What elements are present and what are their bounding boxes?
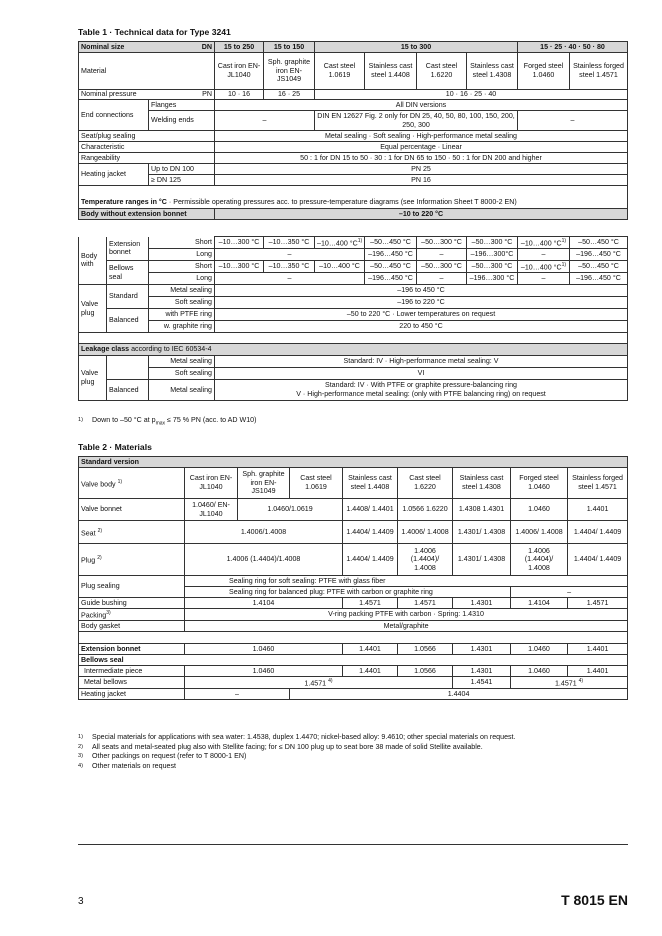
spacer <box>79 186 628 197</box>
long-label: Long <box>149 249 215 261</box>
footnote-text: Other materials on request <box>92 761 176 770</box>
gb-cell: 1.4301 <box>453 598 511 609</box>
temp-cell <box>518 237 570 249</box>
temp-heading-title: Temperature ranges in °C <box>81 197 167 206</box>
footnote-number: 4) <box>78 762 83 769</box>
material-cell: Cast steel 1.0619 <box>315 53 365 90</box>
seat-cell: 1.4006/ 1.4008 <box>398 521 453 544</box>
plug-sealing-soft: Sealing ring for soft sealing: PTFE with glass fiber <box>185 576 628 587</box>
welding-dash: – <box>518 111 628 131</box>
plug-cell: 1.4006 (1.4404)/ 1.4008 <box>511 544 568 576</box>
rangeability-label: Rangeability <box>79 153 215 164</box>
pn-label: PN <box>149 90 215 100</box>
hj-row-value: PN 25 <box>215 164 628 175</box>
material-cell: Forged steel 1.0460 <box>518 53 570 90</box>
temp-cell: –10…350 °C <box>264 261 315 273</box>
plug-cell: 1.4006 (1.4404)/1.4008 <box>185 544 343 576</box>
footnote-mark: 1) <box>357 238 363 245</box>
footnote-text: Special materials for applications with sea water: 1.4538, duplex 1.4470; nickel-based alloy: 9.4610; other special materials on request. <box>92 733 516 741</box>
page-number: 3 <box>78 896 84 907</box>
spacer <box>79 631 628 643</box>
footnote-mark: 4) <box>578 677 584 684</box>
packing-text: Packing <box>81 611 107 620</box>
pn-value: 10 · 16 <box>215 90 264 100</box>
temp-cell: –50…300 °C <box>467 261 518 273</box>
size-col-4: 15 · 25 · 40 · 50 · 80 <box>518 42 628 53</box>
footnote-mark: 2) <box>97 555 102 562</box>
temp-cell: –196…300°C <box>467 249 518 261</box>
metal-bellows-label: Metal bellows <box>79 676 185 688</box>
temp-cell: – <box>518 249 570 261</box>
body-wo-value: –10 to 220 °C <box>215 209 628 220</box>
bonnet-cell: 1.0460/ EN-JL1040 <box>185 499 238 521</box>
temp-cell: –50…450 °C <box>570 237 628 249</box>
body-cell: Cast iron EN-JL1040 <box>185 468 238 499</box>
body-cell: Stainless cast steel 1.4308 <box>453 468 511 499</box>
footnote-line <box>78 752 516 762</box>
int-cell: 1.4301 <box>453 665 511 676</box>
plug-text: Plug <box>81 556 96 565</box>
packing-label <box>79 609 185 621</box>
with-ptfe-label: with PTFE ring <box>149 309 215 321</box>
temp-cell: –196…450 °C <box>570 273 628 285</box>
seat-cell: 1.4404/ 1.4409 <box>568 521 628 544</box>
body-cell: Stainless cast steel 1.4408 <box>343 468 398 499</box>
plug-cell: 1.4301/ 1.4308 <box>453 544 511 576</box>
leak-balanced-value <box>215 380 628 401</box>
spacer <box>79 333 628 344</box>
standard-version-heading: Standard version <box>79 457 628 468</box>
temp-cell: –50…300 °C <box>417 237 467 249</box>
soft-sealing-label: Soft sealing <box>149 297 215 309</box>
bonnet-cell: 1.0460/1.0619 <box>238 499 343 521</box>
metal-sealing-label: Metal sealing <box>149 356 215 368</box>
table2-title: Table 2 · Materials <box>78 442 152 452</box>
body-cell: Forged steel 1.0460 <box>511 468 568 499</box>
leak-standard-gap <box>107 356 149 380</box>
body-gasket-label: Body gasket <box>79 620 185 631</box>
material-cell: Sph. graphite iron EN-JS1049 <box>264 53 315 90</box>
temp-cell: –196…450 °C <box>365 273 417 285</box>
leak-valve-plug-label: Valve plug <box>79 356 107 401</box>
table1-temps <box>78 236 628 401</box>
footnote-number: 1) <box>78 417 83 423</box>
welding-ends-label: Welding ends <box>149 111 215 131</box>
table1-footnote <box>78 416 256 429</box>
plug-label <box>79 544 185 576</box>
footnote-line <box>78 733 516 743</box>
footnote-mark: 1) <box>561 238 567 245</box>
rangeability-value: 50 : 1 for DN 15 to 50 · 30 : 1 for DN 65 to 150 · 50 : 1 for DN 200 and higher <box>215 153 628 164</box>
leakage-heading <box>79 344 628 356</box>
bellows-seal-label: Bellows seal <box>107 261 149 285</box>
ext-cell: 1.0566 <box>398 643 453 654</box>
bellows-seal-label: Bellows seal <box>79 654 628 665</box>
metal-sealing-label: Metal sealing <box>149 380 215 401</box>
temp-cell: –50…450 °C <box>365 237 417 249</box>
leak-soft-value: VI <box>215 368 628 380</box>
int-cell: 1.0460 <box>185 665 343 676</box>
leak-metal-value: Standard: IV · High-performance metal sealing: V <box>215 356 628 368</box>
plug-sealing-dash: – <box>511 587 628 598</box>
temp-cell: –196…450 °C <box>365 249 417 261</box>
bonnet-cell: 1.0566 1.6220 <box>398 499 453 521</box>
valve-bonnet-label: Valve bonnet <box>79 499 185 521</box>
plug-sealing-label: Plug sealing <box>79 576 185 598</box>
seat-plug-value: Metal sealing · Soft sealing · High-performance metal sealing <box>215 131 628 142</box>
short-label: Short <box>149 237 215 249</box>
body-cell: Cast steel 1.0619 <box>290 468 343 499</box>
vp-value: –50 to 220 °C · Lower temperatures on request <box>215 309 628 321</box>
temp-value: –10…400 °C <box>317 239 358 248</box>
table1-title: Table 1 · Technical data for Type 3241 <box>78 27 231 37</box>
footnote-sub: max <box>155 420 166 427</box>
ext-bonnet-label: Extension bonnet <box>79 643 185 654</box>
temp-cell <box>518 261 570 273</box>
temp-cell: – <box>215 273 365 285</box>
ext-bonnet-label: Extension bonnet <box>107 237 149 261</box>
flanges-label: Flanges <box>149 100 215 111</box>
valve-plug-label: Valve plug <box>79 285 107 333</box>
footnote-line <box>78 743 516 753</box>
temp-cell: –196…300 °C <box>467 273 518 285</box>
footnote-mark: 1) <box>561 262 567 269</box>
ext-cell: 1.4401 <box>568 643 628 654</box>
table2-footnotes <box>78 733 516 771</box>
mb-value: 1.4571 <box>554 679 577 688</box>
footnote-text-rest: ≤ 75 % PN (acc. to AD W10) <box>167 416 257 424</box>
seat-cell: 1.4404/ 1.4409 <box>343 521 398 544</box>
temp-heading-note: · Permissible operating pressures acc. to pressure-temperature diagrams (see Information Sheet T 8000-2 EN) <box>168 197 517 206</box>
temp-cell: –50…300 °C <box>417 261 467 273</box>
ext-cell: 1.4401 <box>343 643 398 654</box>
body-cell: Sph. graphite iron EN-JS1049 <box>238 468 290 499</box>
gb-cell: 1.4104 <box>185 598 343 609</box>
temp-cell: –196…450 °C <box>570 249 628 261</box>
pn-value: 10 · 16 · 25 · 40 <box>315 90 628 100</box>
temp-cell: –10…400 °C <box>315 261 365 273</box>
pn-value: 16 · 25 <box>264 90 315 100</box>
mb-cell <box>185 676 453 688</box>
metal-sealing-label: Metal sealing <box>149 285 215 297</box>
intermediate-label: Intermediate piece <box>79 665 185 676</box>
ext-cell: 1.0460 <box>185 643 343 654</box>
hj-row-label: ≥ DN 125 <box>149 175 215 186</box>
size-col-2: 15 to 150 <box>264 42 315 53</box>
material-cell: Stainless cast steel 1.4308 <box>467 53 518 90</box>
packing-value: V-ring packing PTFE with carbon · Spring: 1.4310 <box>185 609 628 621</box>
footnote-text: All seats and metal-seated plug also with Stellite facing; for ≤ DN 100 plug up to seat bore 38 made of solid Stellite available. <box>92 742 483 751</box>
int-cell: 1.4401 <box>343 665 398 676</box>
size-col-1: 15 to 250 <box>215 42 264 53</box>
material-cell: Cast steel 1.6220 <box>417 53 467 90</box>
leakage-title: Leakage class <box>81 345 130 354</box>
end-connections-label: End connections <box>79 100 149 131</box>
temp-cell: – <box>215 249 365 261</box>
characteristic-label: Characteristic <box>79 142 215 153</box>
heating-jacket-label: Heating jacket <box>79 164 149 186</box>
mb-cell <box>511 676 628 688</box>
material-cell: Stainless forged steel 1.4571 <box>570 53 628 90</box>
footer-rule <box>78 844 628 845</box>
w-graphite-label: w. graphite ring <box>149 321 215 333</box>
short-label: Short <box>149 261 215 273</box>
seat-cell: 1.4006/ 1.4008 <box>511 521 568 544</box>
temp-cell: – <box>417 249 467 261</box>
temp-cell: –50…450 °C <box>365 261 417 273</box>
footnote-text: Down to –50 °C at p <box>92 416 156 424</box>
temp-cell: –50…300 °C <box>467 237 518 249</box>
seat-cell: 1.4006/1.4008 <box>185 521 343 544</box>
body-cell: Cast steel 1.6220 <box>398 468 453 499</box>
leakage-note: according to IEC 60534-4 <box>131 345 212 354</box>
plug-cell: 1.4404/ 1.4409 <box>343 544 398 576</box>
int-cell: 1.0566 <box>398 665 453 676</box>
temp-cell <box>315 237 365 249</box>
nominal-size-label: Nominal size <box>79 42 149 53</box>
temp-cell: –10…300 °C <box>215 237 264 249</box>
leak-bal-line1: Standard: IV · With PTFE or graphite pressure-balancing ring <box>324 381 517 390</box>
vp-value: 220 to 450 °C <box>215 321 628 333</box>
seat-cell: 1.4301/ 1.4308 <box>453 521 511 544</box>
temp-cell: –50…450 °C <box>570 261 628 273</box>
temp-heading <box>79 197 628 209</box>
footnote-mark: 4) <box>328 677 333 684</box>
hj-cell: 1.4404 <box>290 688 628 699</box>
gb-cell: 1.4104 <box>511 598 568 609</box>
soft-sealing-label: Soft sealing <box>149 368 215 380</box>
table2 <box>78 456 628 700</box>
characteristic-value: Equal percentage · Linear <box>215 142 628 153</box>
ext-cell: 1.4301 <box>453 643 511 654</box>
int-cell: 1.4401 <box>568 665 628 676</box>
leak-bal-line2: V · High-performance metal sealing: (only with PTFE balancing ring) on request <box>296 390 546 398</box>
seat-text: Seat <box>81 528 96 537</box>
mb-cell: 1.4541 <box>453 676 511 688</box>
footnote-number: 2) <box>78 743 83 750</box>
standard-label: Standard <box>107 285 149 309</box>
plug-sealing-balanced: Sealing ring for balanced plug: PTFE with carbon or graphite ring <box>185 587 511 598</box>
temp-value: –10…400 °C <box>520 263 562 272</box>
vp-value: –196 to 450 °C <box>215 285 628 297</box>
material-label: Material <box>79 53 215 90</box>
mb-value: 1.4571 <box>304 679 327 688</box>
nominal-pressure-label: Nominal pressure <box>79 90 149 100</box>
table1 <box>78 41 628 220</box>
dn-label: DN <box>149 42 215 53</box>
body-cell: Stainless forged steel 1.4571 <box>568 468 628 499</box>
welding-dash: – <box>215 111 315 131</box>
hj-cell: – <box>185 688 290 699</box>
document-number: T 8015 EN <box>561 892 628 908</box>
bonnet-cell: 1.4308 1.4301 <box>453 499 511 521</box>
hj-row-value: PN 16 <box>215 175 628 186</box>
temp-value: –10…400 °C <box>520 239 562 248</box>
bonnet-cell: 1.4408/ 1.4401 <box>343 499 398 521</box>
footnote-mark: 3) <box>106 610 111 616</box>
guide-bushing-label: Guide bushing <box>79 598 185 609</box>
plug-cell: 1.4404/ 1.4409 <box>568 544 628 576</box>
plug-cell: 1.4006 (1.4404)/ 1.4008 <box>398 544 453 576</box>
flanges-value: All DIN versions <box>215 100 628 111</box>
footnote-mark: 1) <box>117 478 123 485</box>
long-label: Long <box>149 273 215 285</box>
body-wo-label: Body without extension bonnet <box>79 209 215 220</box>
footnote-text: Other packings on request (refer to T 8000-1 EN) <box>92 752 247 761</box>
valve-body-label <box>79 468 185 499</box>
ext-cell: 1.0460 <box>511 643 568 654</box>
bonnet-cell: 1.4401 <box>568 499 628 521</box>
size-col-3: 15 to 300 <box>315 42 518 53</box>
hj-row-label: Up to DN 100 <box>149 164 215 175</box>
footnote-line <box>78 762 516 772</box>
balanced-label: Balanced <box>107 309 149 333</box>
temp-cell: – <box>417 273 467 285</box>
temp-cell: –10…300 °C <box>215 261 264 273</box>
vp-value: –196 to 220 °C <box>215 297 628 309</box>
int-cell: 1.0460 <box>511 665 568 676</box>
leak-balanced-label: Balanced <box>107 380 149 401</box>
material-cell: Cast iron EN-JL1040 <box>215 53 264 90</box>
footnote-mark: 2) <box>97 527 103 534</box>
footnote-number: 3) <box>78 753 83 760</box>
gasket-value: Metal/graphite <box>185 620 628 631</box>
valve-body-text: Valve body <box>81 479 116 488</box>
bonnet-cell: 1.0460 <box>511 499 568 521</box>
temp-cell: –10…350 °C <box>264 237 315 249</box>
gb-cell: 1.4571 <box>568 598 628 609</box>
material-cell: Stainless cast steel 1.4408 <box>365 53 417 90</box>
heating-jacket-label: Heating jacket <box>79 688 185 699</box>
footnote-number: 1) <box>78 734 83 740</box>
temp-cell: – <box>518 273 570 285</box>
body-with-label: Body with <box>79 237 107 285</box>
seat-plug-label: Seat/plug sealing <box>79 131 215 142</box>
gb-cell: 1.4571 <box>343 598 398 609</box>
gb-cell: 1.4571 <box>398 598 453 609</box>
welding-value: DIN EN 12627 Fig. 2 only for DN 25, 40, 50, 80, 100, 150, 200, 250, 300 <box>315 111 518 131</box>
seat-label <box>79 521 185 544</box>
